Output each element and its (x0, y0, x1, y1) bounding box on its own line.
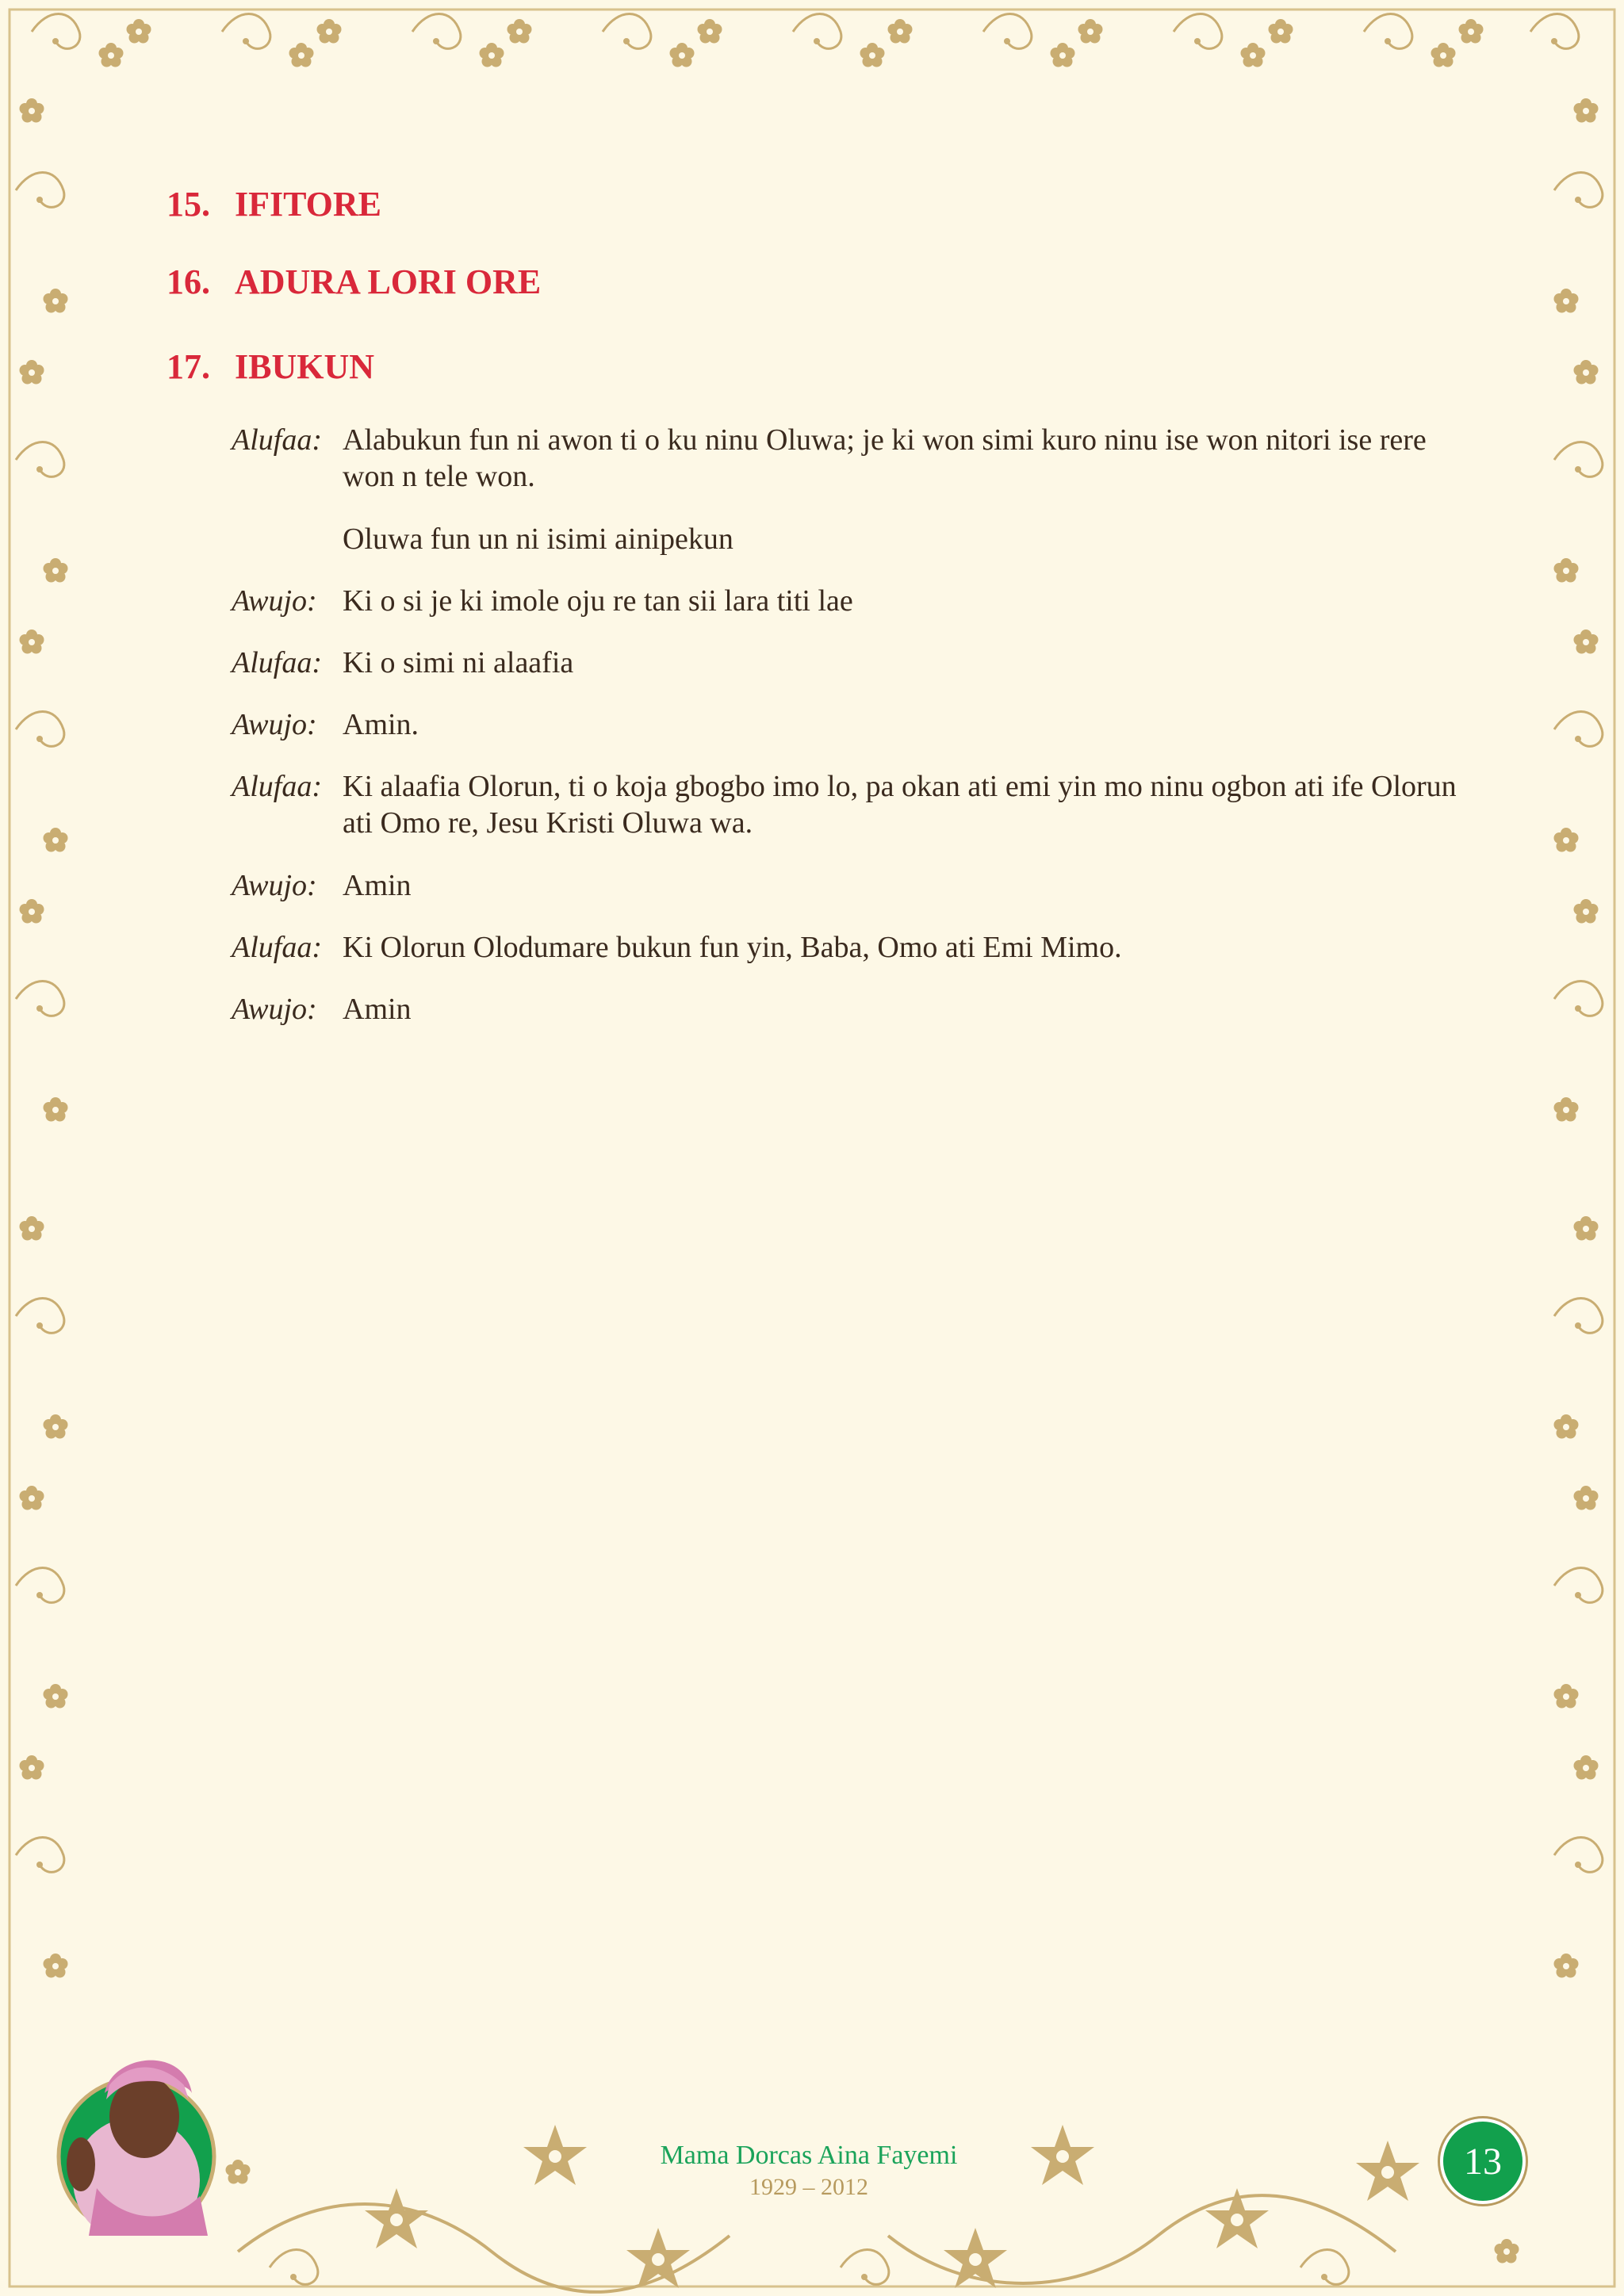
footer-name: Mama Dorcas Aina Fayemi (660, 2141, 958, 2170)
section-title: ADURA LORI ORE (235, 262, 542, 301)
line-text: Amin. (343, 708, 419, 741)
speaker-label: Awujo: (232, 869, 317, 902)
line-text: Ki alaafia Olorun, ti o koja gbogbo imo lo, pa okan ati emi yin mo ninu ogbon ati ife Olorun ati Omo re, Jesu Kristi Oluwa wa. (343, 770, 1457, 840)
page-number-badge: 13 (1440, 2118, 1526, 2204)
liturgy-line (232, 645, 1469, 681)
liturgy-line (232, 929, 1469, 966)
liturgy-line (232, 521, 1469, 557)
speaker-label: Awujo: (232, 584, 317, 618)
liturgy-line (232, 706, 1469, 743)
liturgy-line (232, 991, 1469, 1027)
liturgy-line (232, 867, 1469, 904)
line-text: Amin (343, 869, 412, 902)
line-text: Ki Olorun Olodumare bukun fun yin, Baba, Omo ati Emi Mimo. (343, 931, 1122, 964)
line-text: Ki o simi ni alaafia (343, 646, 574, 679)
speaker-label: Alufaa: (232, 770, 322, 803)
line-text: Ki o si je ki imole oju re tan sii lara titi lae (343, 584, 853, 618)
line-text: Oluwa fun un ni isimi ainipekun (343, 522, 733, 556)
footer-years: 1929 – 2012 (749, 2174, 868, 2200)
section-heading-16 (167, 262, 541, 302)
liturgy-line (232, 768, 1469, 841)
line-text: Amin (343, 993, 412, 1026)
section-number: 17. (167, 347, 210, 386)
liturgy-line (232, 583, 1469, 619)
speaker-label (232, 521, 343, 557)
section-title: IBUKUN (235, 347, 375, 386)
section-number: 16. (167, 262, 210, 301)
section-heading-17 (167, 346, 374, 387)
speaker-label: Alufaa: (232, 423, 322, 457)
section-heading-15 (167, 184, 381, 224)
speaker-label: Alufaa: (232, 646, 322, 679)
section-number: 15. (167, 185, 210, 224)
speaker-label: Awujo: (232, 993, 317, 1026)
portrait-photo (49, 2030, 224, 2236)
section-title: IFITORE (235, 185, 382, 224)
speaker-label: Alufaa: (232, 931, 322, 964)
liturgy-line (232, 422, 1469, 495)
line-text: Alabukun fun ni awon ti o ku ninu Oluwa; je ki won simi kuro ninu ise won nitori ise rere won n tele won. (343, 423, 1427, 493)
speaker-label: Awujo: (232, 708, 317, 741)
